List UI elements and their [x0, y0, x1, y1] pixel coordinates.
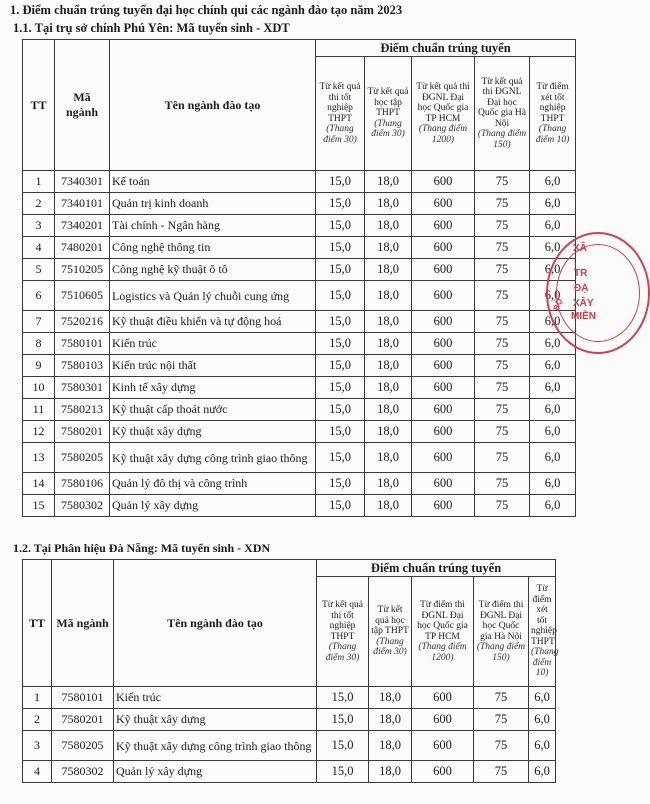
criterion-scale: (Thang điểm 30) [373, 636, 407, 658]
score-transcript: 18,0 [365, 443, 412, 473]
table-row [23, 259, 576, 281]
score-transcript: 18,0 [365, 171, 412, 193]
header-diem-chuan: Điểm chuẩn trúng tuyển [317, 560, 556, 577]
score-graduation: 6,0 [530, 193, 576, 215]
subheader-criterion [369, 577, 412, 687]
score-transcript: 18,0 [369, 761, 412, 783]
seal-text: XÂY [573, 298, 594, 309]
row-index: 12 [23, 421, 55, 443]
subheader-criterion [365, 57, 412, 171]
score-dgnl-hcm: 600 [412, 399, 475, 421]
major-code: 7580101 [55, 333, 110, 355]
official-seal-inner-ring [556, 244, 640, 342]
row-index: 11 [23, 399, 55, 421]
score-thpt-exam: 15,0 [316, 443, 365, 473]
major-code: 7580101 [52, 687, 114, 709]
major-name: Quản lý xây dựng [114, 761, 317, 783]
score-dgnl-hanoi: 75 [475, 215, 530, 237]
criterion-label: Từ điểm thi ĐGNL Đại học Quốc gia TP HCM [417, 600, 468, 642]
major-name: Kỹ thuật xây dựng công trình giao thông [114, 731, 317, 761]
score-dgnl-hcm: 600 [412, 761, 474, 783]
score-dgnl-hanoi: 75 [475, 281, 530, 311]
score-transcript: 18,0 [365, 215, 412, 237]
score-dgnl-hcm: 600 [412, 377, 475, 399]
score-thpt-exam: 15,0 [316, 399, 365, 421]
header-ma-nganh: Mã ngành [55, 40, 110, 171]
score-graduation: 6,0 [530, 377, 576, 399]
score-thpt-exam: 15,0 [316, 193, 365, 215]
subheader-criterion [316, 57, 365, 171]
table-row [23, 333, 576, 355]
criterion-label: Từ kết quả thi tốt nghiệp THPT [321, 600, 364, 642]
major-name: Kế toán [110, 171, 316, 193]
score-graduation: 6,0 [530, 421, 576, 443]
score-dgnl-hanoi: 75 [475, 377, 530, 399]
score-dgnl-hcm: 600 [412, 259, 475, 281]
major-name: Quản lý đô thị và công trình [110, 473, 316, 495]
criterion-scale: (Thang điểm 150) [476, 642, 526, 663]
seal-text: TR [574, 268, 588, 279]
major-code: 7580103 [55, 355, 110, 377]
row-index: 6 [23, 281, 55, 311]
table-row [23, 237, 576, 259]
subheader-criterion [317, 577, 369, 687]
header-ten-nganh: Tên ngành đào tạo [114, 560, 317, 687]
score-thpt-exam: 15,0 [316, 333, 365, 355]
table-row [23, 473, 576, 495]
criterion-scale: (Thang điểm 30) [371, 118, 405, 140]
score-dgnl-hcm: 600 [412, 473, 475, 495]
major-name: Quản lý xây dựng [110, 495, 316, 517]
score-transcript: 18,0 [369, 731, 412, 761]
major-name: Quản trị kinh doanh [110, 193, 316, 215]
major-name: Logistics và Quản lý chuỗi cung ứng [110, 281, 316, 311]
score-transcript: 18,0 [365, 473, 412, 495]
score-dgnl-hanoi: 75 [475, 193, 530, 215]
header-tt: TT [23, 560, 52, 687]
score-graduation: 6,0 [529, 687, 556, 709]
row-index: 15 [23, 495, 55, 517]
criterion-label: Từ kết quả thi ĐGNL Đại học Quốc gia Hà Nội [477, 76, 526, 129]
score-graduation: 6,0 [530, 259, 576, 281]
seal-text: ĐẠ [574, 283, 589, 294]
score-dgnl-hcm: 600 [412, 193, 475, 215]
seal-text: XÂ [573, 243, 587, 254]
score-thpt-exam: 15,0 [316, 237, 365, 259]
score-thpt-exam: 15,0 [316, 473, 365, 495]
subheader-criterion [530, 57, 576, 171]
score-thpt-exam: 15,0 [316, 281, 365, 311]
major-code: 7580213 [55, 399, 110, 421]
major-name: Kỹ thuật xây dựng [114, 709, 317, 731]
score-thpt-exam: 15,0 [316, 311, 365, 333]
subheader-criterion [475, 57, 530, 171]
score-graduation: 6,0 [530, 171, 576, 193]
seal-text: MIỀN [571, 311, 596, 322]
score-transcript: 18,0 [365, 377, 412, 399]
major-code: 7580205 [55, 443, 110, 473]
major-name: Kiến trúc [110, 333, 316, 355]
row-index: 14 [23, 473, 55, 495]
score-transcript: 18,0 [369, 687, 412, 709]
header-ma-nganh: Mã ngành [52, 560, 114, 687]
table-row [23, 421, 576, 443]
major-name: Kinh tế xây dựng [110, 377, 316, 399]
score-dgnl-hcm: 600 [412, 687, 474, 709]
criterion-label: Từ điểm xét tốt nghiệp THPT [536, 82, 569, 124]
score-graduation: 6,0 [529, 709, 556, 731]
score-thpt-exam: 15,0 [316, 259, 365, 281]
table-row [23, 761, 556, 783]
score-thpt-exam: 15,0 [316, 215, 365, 237]
subheader-criterion [412, 57, 475, 171]
major-name: Kỹ thuật điều khiển và tự động hoá [110, 311, 316, 333]
row-index: 3 [23, 731, 52, 761]
score-thpt-exam: 15,0 [316, 421, 365, 443]
score-graduation: 6,0 [530, 355, 576, 377]
score-dgnl-hanoi: 75 [475, 171, 530, 193]
header-ten-nganh: Tên ngành đào tạo [110, 40, 316, 171]
criterion-scale: (Thang điểm 150) [477, 129, 527, 150]
row-index: 5 [23, 259, 55, 281]
score-thpt-exam: 15,0 [316, 355, 365, 377]
score-dgnl-hcm: 600 [412, 171, 475, 193]
score-thpt-exam: 15,0 [316, 171, 365, 193]
major-name: Công nghệ thông tin [110, 237, 316, 259]
score-dgnl-hanoi: 75 [475, 399, 530, 421]
major-code: 7480201 [55, 237, 110, 259]
major-name: Kỹ thuật xây dựng [110, 421, 316, 443]
score-dgnl-hcm: 600 [412, 443, 475, 473]
score-dgnl-hcm: 600 [412, 281, 475, 311]
major-code: 7580201 [52, 709, 114, 731]
criterion-scale: (Thang điểm 30) [323, 124, 357, 145]
major-code: 7510205 [55, 259, 110, 281]
major-name: Kiến trúc nội thất [110, 355, 316, 377]
score-graduation: 6,0 [530, 333, 576, 355]
score-transcript: 18,0 [369, 709, 412, 731]
row-index: 1 [23, 687, 52, 709]
table-row [23, 709, 556, 731]
score-graduation: 6,0 [530, 237, 576, 259]
score-dgnl-hanoi: 75 [475, 311, 530, 333]
score-thpt-exam: 15,0 [317, 709, 369, 731]
row-index: 8 [23, 333, 55, 355]
score-dgnl-hanoi: 75 [474, 687, 529, 709]
table-row [23, 281, 576, 311]
row-index: 7 [23, 311, 55, 333]
table-row [23, 311, 576, 333]
major-code: 7340301 [55, 171, 110, 193]
subheader-criterion [412, 577, 474, 687]
score-transcript: 18,0 [365, 421, 412, 443]
score-dgnl-hanoi: 75 [475, 237, 530, 259]
row-index: 1 [23, 171, 55, 193]
section-title-da-nang: 1.2. Tại Phân hiệu Đà Nẵng: Mã tuyển sinh - XDN [13, 541, 271, 555]
score-graduation: 6,0 [530, 215, 576, 237]
criterion-label: Từ kết quả thi tốt nghiệp THPT [319, 82, 361, 124]
score-graduation: 6,0 [529, 731, 556, 761]
major-name: Kiến trúc [114, 687, 317, 709]
score-dgnl-hcm: 600 [412, 311, 475, 333]
score-dgnl-hcm: 600 [412, 333, 475, 355]
score-thpt-exam: 15,0 [316, 495, 365, 517]
score-transcript: 18,0 [365, 311, 412, 333]
score-thpt-exam: 15,0 [316, 377, 365, 399]
score-graduation: 6,0 [530, 473, 576, 495]
major-code: 7580302 [52, 761, 114, 783]
score-table-phu-yen [22, 39, 576, 517]
row-index: 9 [23, 355, 55, 377]
criterion-label: Từ kết quả thi ĐGNL Đại học Quốc gia TP HCM [416, 82, 470, 124]
row-index: 2 [23, 193, 55, 215]
score-transcript: 18,0 [365, 237, 412, 259]
score-dgnl-hcm: 600 [412, 355, 475, 377]
major-code: 7580201 [55, 421, 110, 443]
major-code: 7340201 [55, 215, 110, 237]
row-index: 4 [23, 237, 55, 259]
major-name: Kỹ thuật cấp thoát nước [110, 399, 316, 421]
score-dgnl-hanoi: 75 [475, 355, 530, 377]
score-graduation: 6,0 [529, 761, 556, 783]
row-index: 2 [23, 709, 52, 731]
major-code: 7520216 [55, 311, 110, 333]
major-code: 7580106 [55, 473, 110, 495]
score-dgnl-hanoi: 75 [474, 709, 529, 731]
score-dgnl-hcm: 600 [412, 237, 475, 259]
score-dgnl-hanoi: 75 [474, 761, 529, 783]
score-transcript: 18,0 [365, 193, 412, 215]
table-row [23, 193, 576, 215]
score-dgnl-hcm: 600 [412, 709, 474, 731]
score-graduation: 6,0 [530, 311, 576, 333]
subheader-criterion [474, 577, 529, 687]
table-row [23, 687, 556, 709]
criterion-scale: (Thang điểm 1200) [418, 642, 467, 663]
major-name: Tài chính - Ngân hàng [110, 215, 316, 237]
major-code: 7580301 [55, 377, 110, 399]
header-tt: TT [23, 40, 55, 171]
section-title-phu-yen: 1.1. Tại trụ sở chính Phú Yên: Mã tuyển sinh - XDT [13, 21, 290, 35]
major-code: 7510605 [55, 281, 110, 311]
score-dgnl-hanoi: 75 [475, 443, 530, 473]
table-row [23, 215, 576, 237]
score-dgnl-hanoi: 75 [475, 421, 530, 443]
row-index: 3 [23, 215, 55, 237]
table-row [23, 731, 556, 761]
row-index: 4 [23, 761, 52, 783]
criterion-scale: (Thang điểm 10) [535, 124, 570, 145]
criterion-scale: (Thang điểm 1200) [418, 124, 468, 145]
table-row [23, 495, 576, 517]
subheader-criterion [529, 577, 559, 687]
criterion-label: Từ điểm xét tốt nghiệp THPT [531, 584, 557, 647]
score-graduation: 6,0 [530, 399, 576, 421]
score-thpt-exam: 15,0 [317, 761, 369, 783]
score-dgnl-hcm: 600 [412, 215, 475, 237]
criterion-label: Từ kết quả học tập THPT [367, 87, 409, 119]
major-code: 7580205 [52, 731, 114, 761]
criterion-scale: (Thang điểm 10) [531, 647, 559, 679]
table-row [23, 399, 576, 421]
score-transcript: 18,0 [365, 355, 412, 377]
seal-side-text: BỘ [551, 297, 565, 312]
row-index: 13 [23, 443, 55, 473]
score-dgnl-hanoi: 75 [475, 259, 530, 281]
table-row [23, 355, 576, 377]
score-dgnl-hanoi: 75 [475, 495, 530, 517]
document-heading: 1. Điểm chuẩn trúng tuyển đại học chính qui các ngành đào tạo năm 2023 [10, 3, 403, 17]
score-dgnl-hanoi: 75 [475, 333, 530, 355]
criterion-scale: (Thang điểm 30) [325, 642, 360, 663]
row-index: 10 [23, 377, 55, 399]
score-transcript: 18,0 [365, 281, 412, 311]
score-transcript: 18,0 [365, 333, 412, 355]
score-dgnl-hanoi: 75 [475, 473, 530, 495]
score-dgnl-hcm: 600 [412, 495, 475, 517]
score-graduation: 6,0 [530, 281, 576, 311]
header-diem-chuan: Điểm chuẩn trúng tuyển [316, 40, 576, 57]
criterion-label: Từ điểm thi ĐGNL Đại học Quốc gia Hà Nội [478, 600, 524, 642]
table-row [23, 443, 576, 473]
score-graduation: 6,0 [530, 443, 576, 473]
major-name: Công nghệ kỹ thuật ô tô [110, 259, 316, 281]
score-thpt-exam: 15,0 [317, 731, 369, 761]
table-row [23, 377, 576, 399]
score-dgnl-hcm: 600 [412, 731, 474, 761]
score-transcript: 18,0 [365, 399, 412, 421]
score-transcript: 18,0 [365, 259, 412, 281]
major-name: Kỹ thuật xây dựng công trình giao thông [110, 443, 316, 473]
major-code: 7340101 [55, 193, 110, 215]
major-code: 7580302 [55, 495, 110, 517]
criterion-label: Từ kết quả học tập THPT [371, 605, 409, 637]
table-row [23, 171, 576, 193]
score-dgnl-hanoi: 75 [474, 731, 529, 761]
score-thpt-exam: 15,0 [317, 687, 369, 709]
score-transcript: 18,0 [365, 495, 412, 517]
score-graduation: 6,0 [530, 495, 576, 517]
score-table-da-nang [22, 559, 559, 783]
score-dgnl-hcm: 600 [412, 421, 475, 443]
